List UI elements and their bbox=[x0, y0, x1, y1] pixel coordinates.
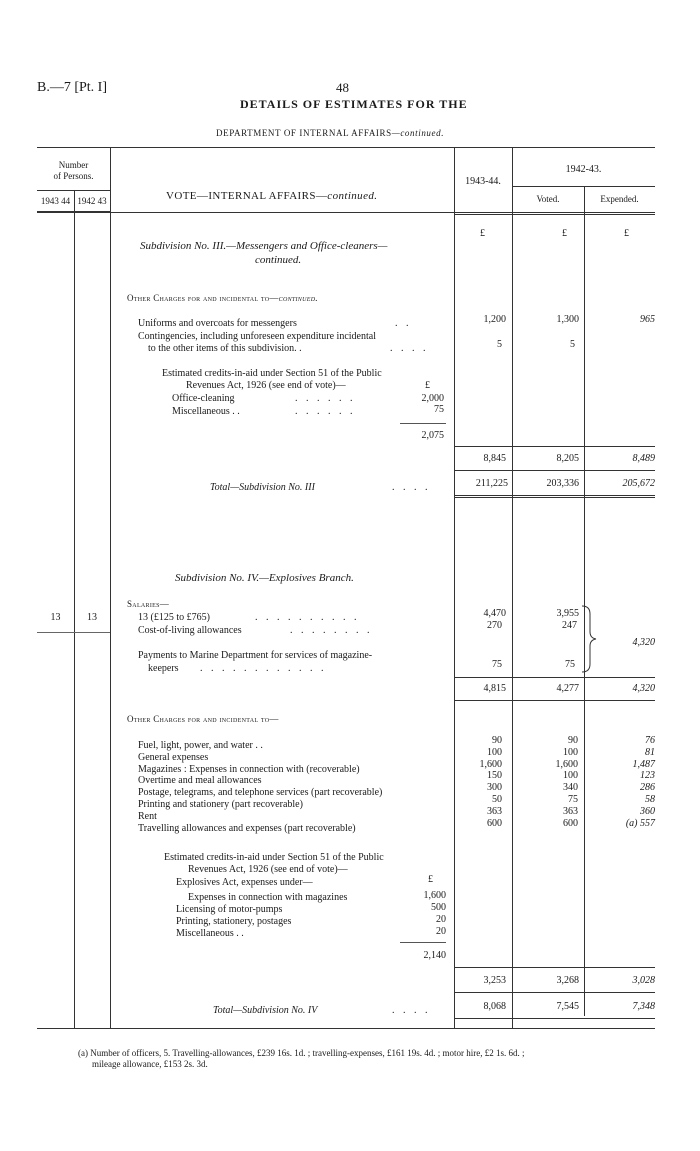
persons-underline bbox=[37, 632, 110, 633]
payments-voted: 75 bbox=[565, 659, 575, 670]
footnote-cont: mileage allowance, £153 2s. 3d. bbox=[92, 1059, 208, 1069]
persons-divider bbox=[74, 190, 75, 1028]
total-3-rule bbox=[455, 495, 655, 496]
charge-voted: 90 bbox=[568, 735, 578, 746]
cost-of-living-voted: 247 bbox=[562, 620, 577, 631]
salary-grade-line: 13 (£125 to £765) bbox=[138, 612, 210, 623]
department-title: DEPARTMENT OF INTERNAL AFFAIRS—continued. bbox=[216, 128, 445, 138]
explosives-act-line: Explosives Act, expenses under— bbox=[176, 877, 313, 888]
persons-column-rule bbox=[110, 147, 111, 1028]
credits-in-aid-line: Estimated credits-in-aid under Section 51 of the Public bbox=[162, 368, 382, 379]
credits-in-aid-line-2: Revenues Act, 1926 (see end of vote)— bbox=[186, 380, 346, 391]
total-4-voted: 7,545 bbox=[556, 1001, 579, 1012]
charge-estimate: 600 bbox=[487, 818, 502, 829]
subtotal-4-expended: 3,028 bbox=[632, 975, 655, 986]
office-cleaning-label: Office-cleaning bbox=[172, 393, 235, 404]
subtotal-4-bottom-rule bbox=[455, 992, 655, 993]
page-title: DETAILS OF ESTIMATES FOR THE bbox=[240, 97, 468, 111]
pound-symbol: £ bbox=[428, 874, 433, 885]
charge-label: Travelling allowances and expenses (part recoverable) bbox=[138, 823, 356, 834]
charge-estimate: 90 bbox=[492, 735, 502, 746]
credits-in-aid-line-4b: Revenues Act, 1926 (see end of vote)— bbox=[188, 864, 348, 875]
charge-label: General expenses bbox=[138, 752, 209, 763]
total-3-estimate: 211,225 bbox=[475, 478, 508, 489]
charge-label: Magazines : Expenses in connection with (recoverable) bbox=[138, 764, 360, 775]
charge-label: Overtime and meal allowances bbox=[138, 775, 262, 786]
charge-expended: 58 bbox=[645, 794, 655, 805]
table-top-rule bbox=[37, 147, 655, 148]
pound-symbol-estimate: £ bbox=[480, 228, 485, 239]
office-cleaning-amount: 2,000 bbox=[421, 393, 444, 404]
miscellaneous-amount: 75 bbox=[434, 404, 444, 415]
subtotal-4-rule bbox=[455, 967, 655, 968]
year-header-2: 1942 43 bbox=[77, 196, 107, 206]
charge-label: Rent bbox=[138, 811, 157, 822]
charge-label: Postage, telegrams, and telephone services (part recoverable) bbox=[138, 787, 383, 798]
payments-estimate: 75 bbox=[492, 659, 502, 670]
charge-expended: 1,487 bbox=[632, 759, 655, 770]
credits-total: 2,075 bbox=[421, 430, 444, 441]
total-subdivision-4-label: Total—Subdivision No. IV bbox=[213, 1005, 318, 1016]
credits-in-aid-line-4: Estimated credits-in-aid under Section 51 of the Public bbox=[164, 852, 384, 863]
header-double-rule bbox=[455, 214, 655, 215]
expended-header: Expended. bbox=[600, 194, 639, 204]
salaries-subtotal-bottom-rule bbox=[455, 700, 655, 701]
prev-year-header: 1942-43. bbox=[565, 164, 602, 175]
credit-amount: 20 bbox=[436, 914, 446, 925]
charge-voted: 600 bbox=[563, 818, 578, 829]
contingencies-voted: 5 bbox=[570, 339, 575, 350]
contingencies-estimate: 5 bbox=[497, 339, 502, 350]
salary-grade-estimate: 4,470 bbox=[483, 608, 506, 619]
payments-line-2: keepers bbox=[148, 663, 179, 674]
leader-dots: . . . . . . . . . . . . bbox=[200, 663, 327, 674]
voted-header: Voted. bbox=[536, 194, 560, 204]
salaries-subtotal-voted: 4,277 bbox=[556, 683, 579, 694]
charge-expended: 76 bbox=[645, 735, 655, 746]
subtotal-bottom-rule bbox=[455, 470, 655, 471]
other-charges-heading: Other Charges for and incidental to—continued. bbox=[127, 293, 318, 303]
salaries-subtotal-rule bbox=[455, 677, 655, 678]
charge-expended: 123 bbox=[640, 770, 655, 781]
charge-estimate: 363 bbox=[487, 806, 502, 817]
salaries-expended: 4,320 bbox=[632, 637, 655, 648]
voted-column-rule bbox=[512, 147, 513, 1028]
credit-amount: 1,600 bbox=[423, 890, 446, 901]
total-4-estimate: 8,068 bbox=[483, 1001, 506, 1012]
total-3-double-rule bbox=[455, 497, 655, 498]
subtotal-4-voted: 3,268 bbox=[556, 975, 579, 986]
footnote: (a) Number of officers, 5. Travelling-allowances, £239 16s. 1d. ; travelling-expenses, £161 19s. 4d. ; motor hire, £2 1s. 6d. ; bbox=[78, 1048, 525, 1058]
other-charges-heading-4: Other Charges for and incidental to— bbox=[127, 714, 279, 724]
table-bottom-rule bbox=[37, 1028, 655, 1029]
estimate-header: 1943-44. bbox=[465, 176, 501, 187]
total-3-voted: 203,336 bbox=[546, 478, 579, 489]
subtotal-expended: 8,489 bbox=[632, 453, 655, 464]
leader-dots: . . . . bbox=[392, 1005, 431, 1016]
charge-estimate: 100 bbox=[487, 747, 502, 758]
estimate-column-rule bbox=[454, 147, 455, 1028]
charge-expended: 360 bbox=[640, 806, 655, 817]
charge-voted: 1,600 bbox=[555, 759, 578, 770]
salaries-subtotal-estimate: 4,815 bbox=[483, 683, 506, 694]
credit-amount: 20 bbox=[436, 926, 446, 937]
charge-voted: 363 bbox=[563, 806, 578, 817]
leader-dots: . . bbox=[395, 318, 412, 329]
charge-expended: 81 bbox=[645, 747, 655, 758]
page-number: 48 bbox=[336, 80, 349, 95]
charge-estimate: 1,600 bbox=[479, 759, 502, 770]
credit-label: Miscellaneous . . bbox=[176, 928, 244, 939]
contingencies-line: Contingencies, including unforeseen expenditure incidental bbox=[138, 331, 376, 342]
total-4-rule bbox=[455, 1018, 655, 1019]
credits-rule bbox=[400, 423, 446, 424]
subtotal-voted: 8,205 bbox=[556, 453, 579, 464]
credits-4-rule bbox=[400, 942, 446, 943]
credit-amount: 500 bbox=[431, 902, 446, 913]
report-code: B.—7 [Pt. I] bbox=[37, 80, 107, 95]
header-bottom-rule bbox=[37, 212, 655, 213]
pound-symbol: £ bbox=[425, 380, 430, 391]
subdivision-4-title: Subdivision No. IV.—Explosives Branch. bbox=[175, 572, 354, 584]
salary-grade-voted: 3,955 bbox=[556, 608, 579, 619]
charge-estimate: 50 bbox=[492, 794, 502, 805]
credit-label: Printing, stationery, postages bbox=[176, 916, 292, 927]
vote-title: VOTE—INTERNAL AFFAIRS—continued. bbox=[166, 190, 378, 202]
credits-4-total: 2,140 bbox=[423, 950, 446, 961]
charge-expended: 286 bbox=[640, 782, 655, 793]
total-4-expended: 7,348 bbox=[632, 1001, 655, 1012]
persons-1942: 13 bbox=[87, 612, 97, 623]
salaries-subtotal-expended: 4,320 bbox=[632, 683, 655, 694]
persons-header-1: Number bbox=[58, 160, 89, 170]
charge-voted: 100 bbox=[563, 747, 578, 758]
charge-estimate: 300 bbox=[487, 782, 502, 793]
uniforms-expended: 965 bbox=[640, 314, 655, 325]
pound-symbol-voted: £ bbox=[562, 228, 567, 239]
charge-voted: 340 bbox=[563, 782, 578, 793]
subdivision-3-title-cont: continued. bbox=[255, 254, 302, 266]
expended-column-rule bbox=[584, 186, 585, 1016]
contingencies-line-2: to the other items of this subdivision. . bbox=[148, 343, 302, 354]
charge-estimate: 150 bbox=[487, 770, 502, 781]
subdivision-3-title: Subdivision No. III.—Messengers and Office-cleaners— bbox=[140, 240, 388, 252]
year-header-1: 1943 44 bbox=[40, 196, 71, 206]
miscellaneous-label: Miscellaneous . . bbox=[172, 406, 240, 417]
leader-dots: . . . . . . bbox=[295, 393, 356, 404]
salaries-heading: Salaries— bbox=[127, 599, 170, 609]
persons-1943: 13 bbox=[50, 612, 61, 623]
total-3-expended: 205,672 bbox=[622, 478, 655, 489]
leader-dots: . . . . . . bbox=[295, 406, 356, 417]
charge-voted: 75 bbox=[568, 794, 578, 805]
subtotal-estimate: 8,845 bbox=[483, 453, 506, 464]
pound-symbol-expended: £ bbox=[624, 228, 629, 239]
leader-dots: . . . . bbox=[392, 482, 431, 493]
subtotal-4-estimate: 3,253 bbox=[483, 975, 506, 986]
subtotal-rule bbox=[455, 446, 655, 447]
charge-label: Fuel, light, power, and water . . bbox=[138, 740, 263, 751]
leader-dots: . . . . . . . . . . bbox=[255, 612, 360, 623]
leader-dots: . . . . . . . . bbox=[290, 625, 373, 636]
uniforms-estimate: 1,200 bbox=[483, 314, 506, 325]
uniforms-voted: 1,300 bbox=[556, 314, 579, 325]
leader-dots: . . . . bbox=[390, 343, 429, 354]
credit-label: Expenses in connection with magazines bbox=[188, 892, 348, 903]
charge-expended: (a) 557 bbox=[625, 818, 655, 829]
payments-line: Payments to Marine Department for services of magazine- bbox=[138, 650, 373, 661]
uniforms-line: Uniforms and overcoats for messengers bbox=[138, 318, 297, 329]
charge-voted: 100 bbox=[563, 770, 578, 781]
charge-label: Printing and stationery (part recoverable) bbox=[138, 799, 303, 810]
cost-of-living-line: Cost-of-living allowances bbox=[138, 625, 242, 636]
credit-label: Licensing of motor-pumps bbox=[176, 904, 283, 915]
total-subdivision-3-label: Total—Subdivision No. III bbox=[210, 482, 315, 493]
cost-of-living-estimate: 270 bbox=[487, 620, 502, 631]
persons-header-2: of Persons. bbox=[53, 171, 94, 181]
